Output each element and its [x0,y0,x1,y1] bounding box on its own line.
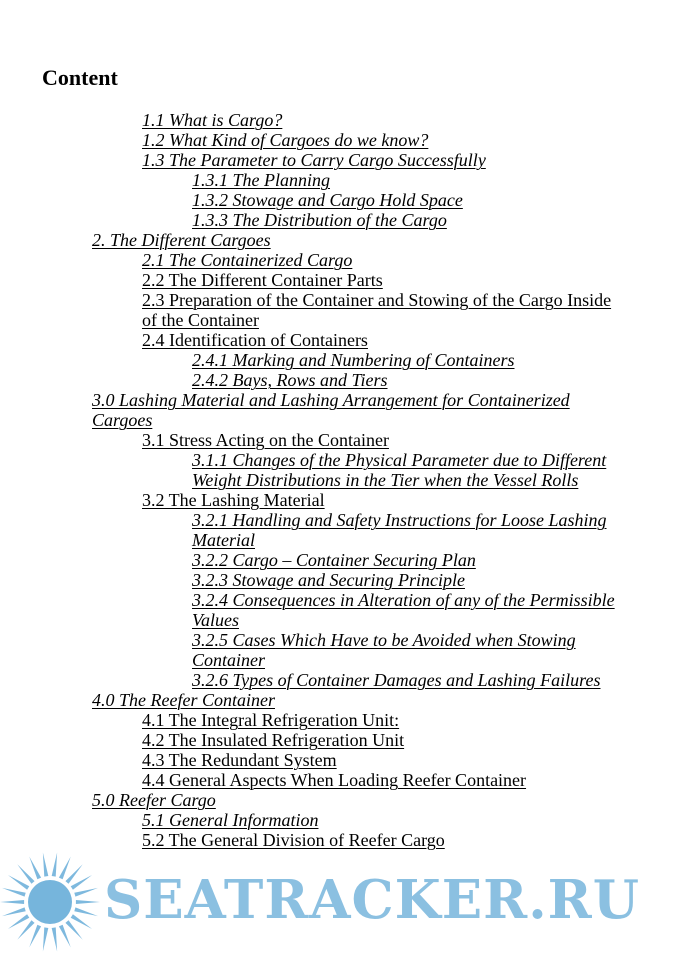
sun-ray [2,907,26,916]
toc-link[interactable]: 5.2 The General Division of Reefer Cargo [142,830,445,850]
toc-link[interactable]: 1.1 What is Cargo? [142,110,283,130]
toc-link[interactable]: 1.2 What Kind of Cargoes do we know? [142,130,429,150]
toc-item [0,730,674,750]
sun-ray [65,864,82,884]
toc-item [0,510,674,550]
sun-ray [8,914,29,929]
toc-link[interactable]: 3.2.1 Handling and Safety Instructions for Loose Lashing Material [192,510,607,550]
toc-item [0,450,674,490]
toc-item [0,430,674,450]
toc-link[interactable]: 5.0 Reefer Cargo [92,790,216,810]
toc-link[interactable]: 1.3.2 Stowage and Cargo Hold Space [192,190,463,210]
toc-link[interactable]: 3.2.6 Types of Container Damages and Lashing Failures [192,670,601,690]
toc-link[interactable]: 4.4 General Aspects When Loading Reefer Container [142,770,527,790]
sun-ray [76,900,100,904]
toc-item [0,110,674,130]
sun-ray [2,888,26,897]
toc-item [0,130,674,150]
toc-link[interactable]: 3.2.3 Stowage and Securing Principle [192,570,465,590]
toc-item [0,750,674,770]
toc-link[interactable]: 2.3 Preparation of the Container and Stowing of the Cargo Inside of the Container [142,290,612,330]
toc-item [0,170,674,190]
toc-item [0,330,674,350]
sun-ray [59,925,71,948]
toc-item [0,490,674,510]
toc-link[interactable]: 5.1 General Information [142,810,319,830]
toc-item [0,350,674,370]
toc-link[interactable]: 1.3 The Parameter to Carry Cargo Successfully [142,150,486,170]
toc-link[interactable]: 2.2 The Different Container Parts [142,270,383,290]
toc-item [0,370,674,390]
toc-item [0,290,674,330]
sun-ray [74,907,98,916]
toc-item [0,790,674,810]
toc-item [0,810,674,830]
sun-ray [74,888,98,897]
toc-link[interactable]: 2. The Different Cargoes [92,230,271,250]
toc-link[interactable]: 3.2.2 Cargo – Container Securing Plan [192,550,476,570]
toc-link[interactable]: 4.0 The Reefer Container [92,690,275,710]
watermark [0,850,674,953]
toc-item [0,210,674,230]
sun-ray [29,857,41,880]
toc-item [0,710,674,730]
toc-link[interactable]: 1.3.1 The Planning [192,170,330,190]
toc-item [0,230,674,250]
toc-item [0,190,674,210]
toc-item [0,830,674,850]
toc-link[interactable]: 2.1 The Containerized Cargo [142,250,353,270]
sun-ray [52,853,57,877]
toc-item [0,590,674,630]
sun-icon [0,850,110,953]
toc-link[interactable]: 2.4 Identification of Containers [142,330,368,350]
toc-item [0,690,674,710]
toc-link[interactable]: 2.4.1 Marking and Numbering of Containers [192,350,515,370]
toc-item [0,250,674,270]
sun-ray [43,853,48,877]
toc-link[interactable]: 3.2.5 Cases Which Have to be Avoided when Stowing Container [192,630,576,670]
toc-link[interactable]: 3.2.4 Consequences in Alteration of any of the Permissible Values [192,590,615,630]
toc-link[interactable]: 3.2 The Lashing Material [142,490,325,510]
sun-ray [71,875,92,890]
sun-ray [8,875,29,890]
table-of-contents [0,110,674,850]
toc-item [0,570,674,590]
toc-link[interactable]: 1.3.3 The Distribution of the Cargo [192,210,447,230]
toc-item [0,390,674,430]
toc-link[interactable]: 4.3 The Redundant System [142,750,337,770]
toc-link[interactable]: 3.1.1 Changes of the Physical Parameter due to Different Weight Distributions in the Tier when the Vessel Rolls [192,450,607,490]
toc-link[interactable]: 4.1 The Integral Refrigeration Unit: [142,710,400,730]
toc-item [0,670,674,690]
toc-item [0,550,674,570]
page-title: Content [42,65,118,90]
sun-ray [43,927,48,951]
sun-ray [17,920,34,940]
sun-ray [17,864,34,884]
sun-ray [52,927,57,951]
sun-ray [65,920,82,940]
toc-link[interactable]: 2.4.2 Bays, Rows and Tiers [192,370,388,390]
toc-item [0,270,674,290]
toc-link[interactable]: 3.1 Stress Acting on the Container [142,430,389,450]
toc-item [0,630,674,670]
watermark-text: SEATRACKER.RU [104,869,640,931]
toc-link[interactable]: 3.0 Lashing Material and Lashing Arrangement for Containerized Cargoes [92,390,570,430]
sun-ray [29,925,41,948]
sun-ray [0,900,24,904]
toc-item [0,150,674,170]
toc-link[interactable]: 4.2 The Insulated Refrigeration Unit [142,730,405,750]
sun-ray [59,857,71,880]
sun-ray [71,914,92,929]
toc-item [0,770,674,790]
